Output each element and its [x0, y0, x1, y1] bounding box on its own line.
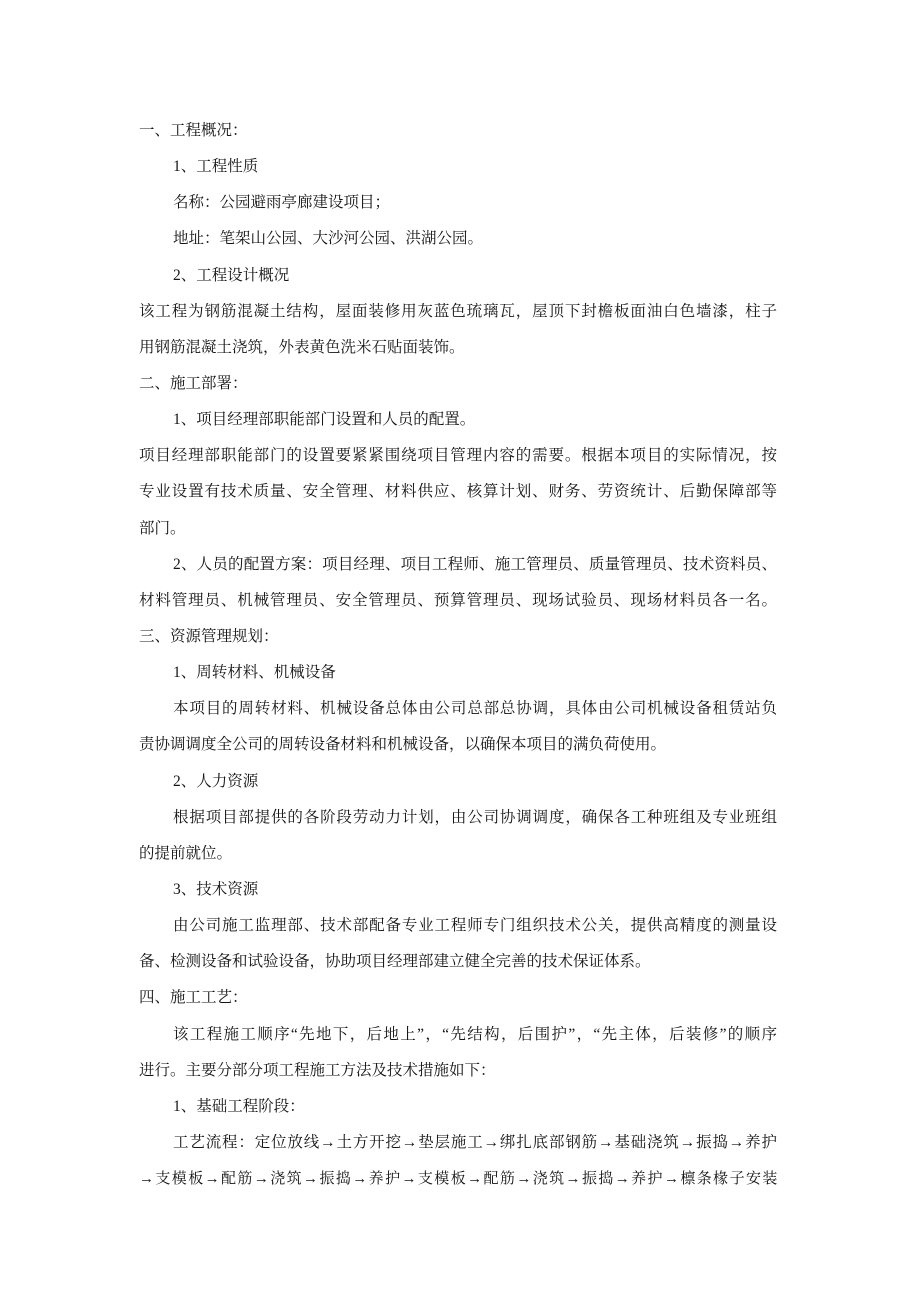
text-line: 3、技术资源 — [173, 880, 259, 898]
text-line: 责协调调度全公司的周转设备材料和机械设备，以确保本项目的满负荷使用。 — [139, 736, 667, 754]
text-line: 2、人力资源 — [173, 772, 259, 790]
text-line: 一、工程概况： — [139, 122, 248, 139]
text-line: 材料管理员、机械管理员、安全管理员、预算管理员、现场试验员、现场材料员各一名。 — [139, 591, 777, 609]
text-line: 该工程施工顺序“先地下，后地上”，“先结构，后围护”，“先主体，后装修”的顺序 — [173, 1025, 777, 1043]
text-line: 备、检测设备和试验设备，协助项目经理部建立健全完善的技术保证体系。 — [139, 953, 651, 971]
text-line: 2、工程设计概况 — [173, 266, 290, 284]
text-line: 工艺流程：定位放线→土方开挖→垫层施工→绑扎底部钢筋→基础浇筑→振捣→养护 — [173, 1133, 777, 1151]
text-line: 本项目的周转材料、机械设备总体由公司总部总协调，具体由公司机械设备租赁站负 — [173, 700, 777, 718]
text-line: 1、周转材料、机械设备 — [173, 664, 336, 682]
text-line: 该工程为钢筋混凝土结构，屋面装修用灰蓝色琉璃瓦，屋顶下封檐板面油白色墙漆，柱子 — [139, 302, 777, 320]
text-line: 专业设置有技术质量、安全管理、材料供应、核算计划、财务、劳资统计、后勤保障部等 — [139, 483, 777, 501]
text-line: 三、资源管理规划： — [139, 627, 279, 645]
document-body — [139, 113, 777, 1197]
text-line: 1、项目经理部职能部门设置和人员的配置。 — [173, 411, 476, 429]
text-line: 二、施工部署： — [139, 374, 248, 392]
text-line: 1、基础工程阶段： — [173, 1097, 305, 1115]
text-line: 四、施工工艺： — [139, 989, 248, 1007]
text-line: 1、工程性质 — [173, 158, 259, 176]
text-line: 进行。主要分部分项工程施工方法及技术措施如下： — [139, 1061, 496, 1079]
text-line: 名称：公园避雨亭廊建设项目； — [173, 194, 391, 212]
text-line: 部门。 — [139, 519, 186, 537]
text-line: 的提前就位。 — [139, 844, 233, 862]
text-line: 地址：笔架山公园、大沙河公园、洪湖公园。 — [173, 230, 484, 248]
text-line: 用钢筋混凝土浇筑，外表黄色洗米石贴面装饰。 — [139, 338, 465, 356]
text-line: →支模板→配筋→浇筑→振捣→养护→支模板→配筋→浇筑→振捣→养护→檩条椽子安装 — [139, 1171, 777, 1188]
text-line: 根据项目部提供的各阶段劳动力计划，由公司协调调度，确保各工种班组及专业班组 — [173, 808, 777, 826]
text-line: 项目经理部职能部门的设置要紧紧围绕项目管理内容的需要。根据本项目的实际情况，按 — [139, 447, 777, 465]
text-line: 由公司施工监理部、技术部配备专业工程师专门组织技术公关，提供高精度的测量设 — [173, 917, 777, 935]
text-line: 2、人员的配置方案：项目经理、项目工程师、施工管理员、质量管理员、技术资料员、 — [173, 555, 777, 573]
